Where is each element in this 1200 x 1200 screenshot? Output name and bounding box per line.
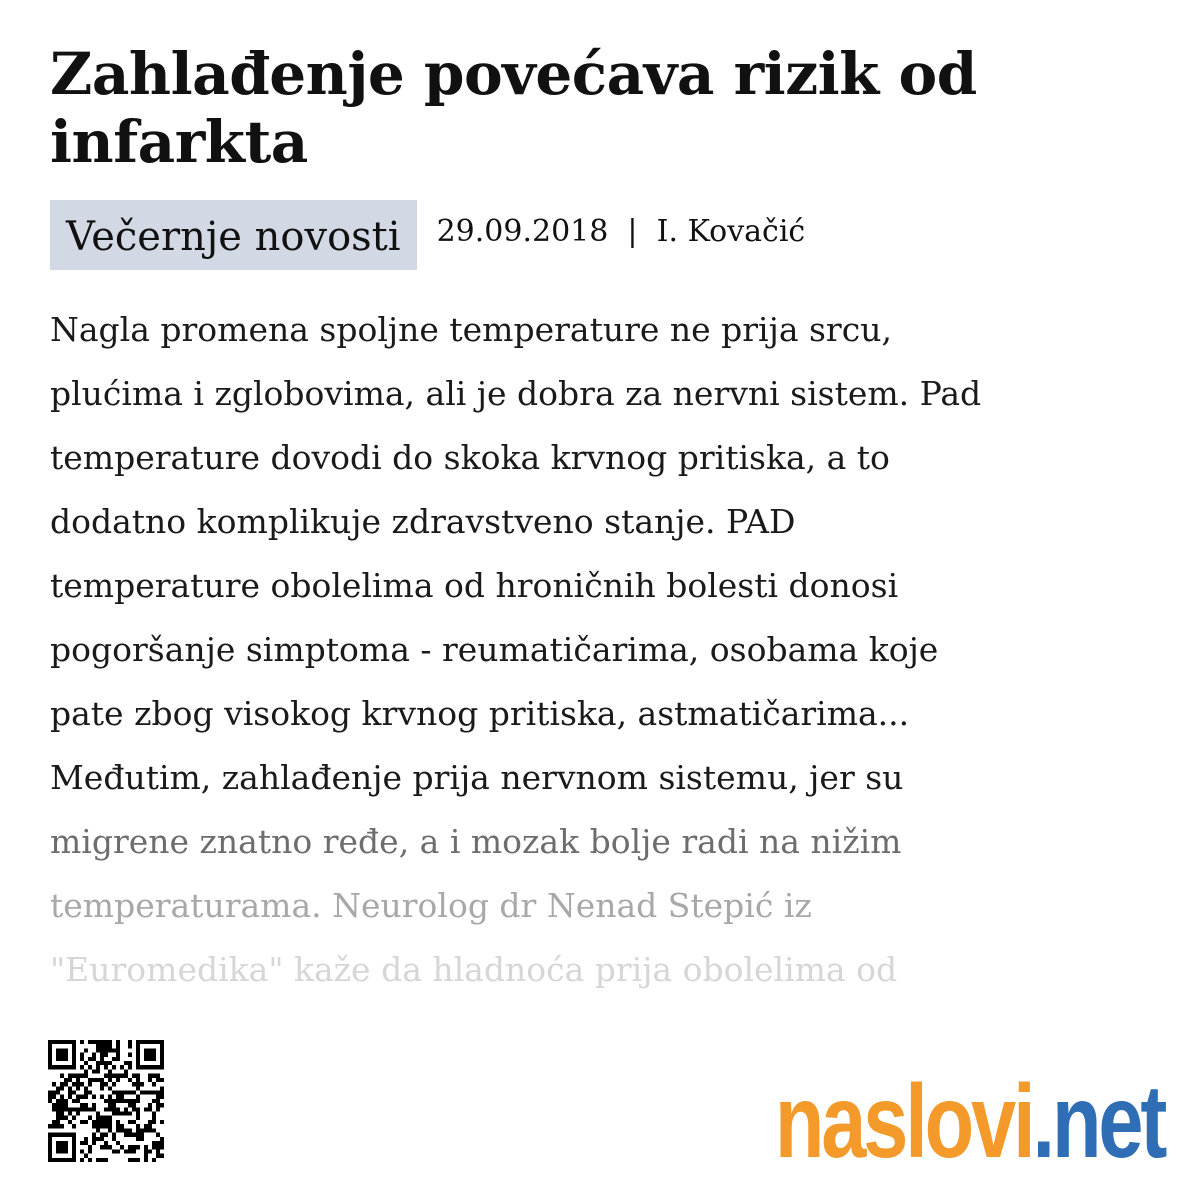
body-line: plućima i zglobovima, ali je dobra za nervni sistem. Pad bbox=[50, 374, 982, 413]
logo-text-tld: .net bbox=[1032, 1064, 1164, 1180]
body-line-faded: temperaturama. Neurolog dr Nenad Stepić iz bbox=[50, 886, 812, 925]
article-body bbox=[50, 298, 1160, 1002]
body-line-faded: "Euromedika" kaže da hladnoća prija obolelima od bbox=[50, 950, 898, 989]
article-date-author bbox=[437, 210, 806, 254]
body-line: temperature obolelima od hroničnih bolesti donosi bbox=[50, 566, 899, 605]
body-line: dodatno komplikuje zdravstveno stanje. PAD bbox=[50, 502, 796, 541]
article-meta bbox=[50, 200, 1160, 270]
body-line: Međutim, zahlađenje prija nervnom sistemu, jer su bbox=[50, 758, 904, 797]
body-line-faded: migrene znatno ređe, a i mozak bolje radi na nižim bbox=[50, 822, 902, 861]
body-line: Nagla promena spoljne temperature ne prija srcu, bbox=[50, 310, 892, 349]
article-author: I. Kovačić bbox=[656, 214, 806, 249]
body-line: temperature dovodi do skoka krvnog pritiska, a to bbox=[50, 438, 890, 477]
article bbox=[50, 40, 1160, 1002]
meta-separator: | bbox=[627, 214, 638, 249]
naslovi-net-logo[interactable] bbox=[774, 1062, 1164, 1180]
article-date: 29.09.2018 bbox=[436, 214, 609, 249]
qr-code-icon[interactable] bbox=[48, 1040, 164, 1162]
body-line: pate zbog visokog krvnog pritiska, astmatičarima... bbox=[50, 694, 910, 733]
article-headline: Zahlađenje povećava rizik od infarkta bbox=[50, 40, 977, 176]
source-badge[interactable]: Večernje novosti bbox=[50, 200, 417, 270]
logo-text-main: naslovi bbox=[774, 1064, 1033, 1180]
body-line: pogoršanje simptoma - reumatičarima, osobama koje bbox=[50, 630, 939, 669]
